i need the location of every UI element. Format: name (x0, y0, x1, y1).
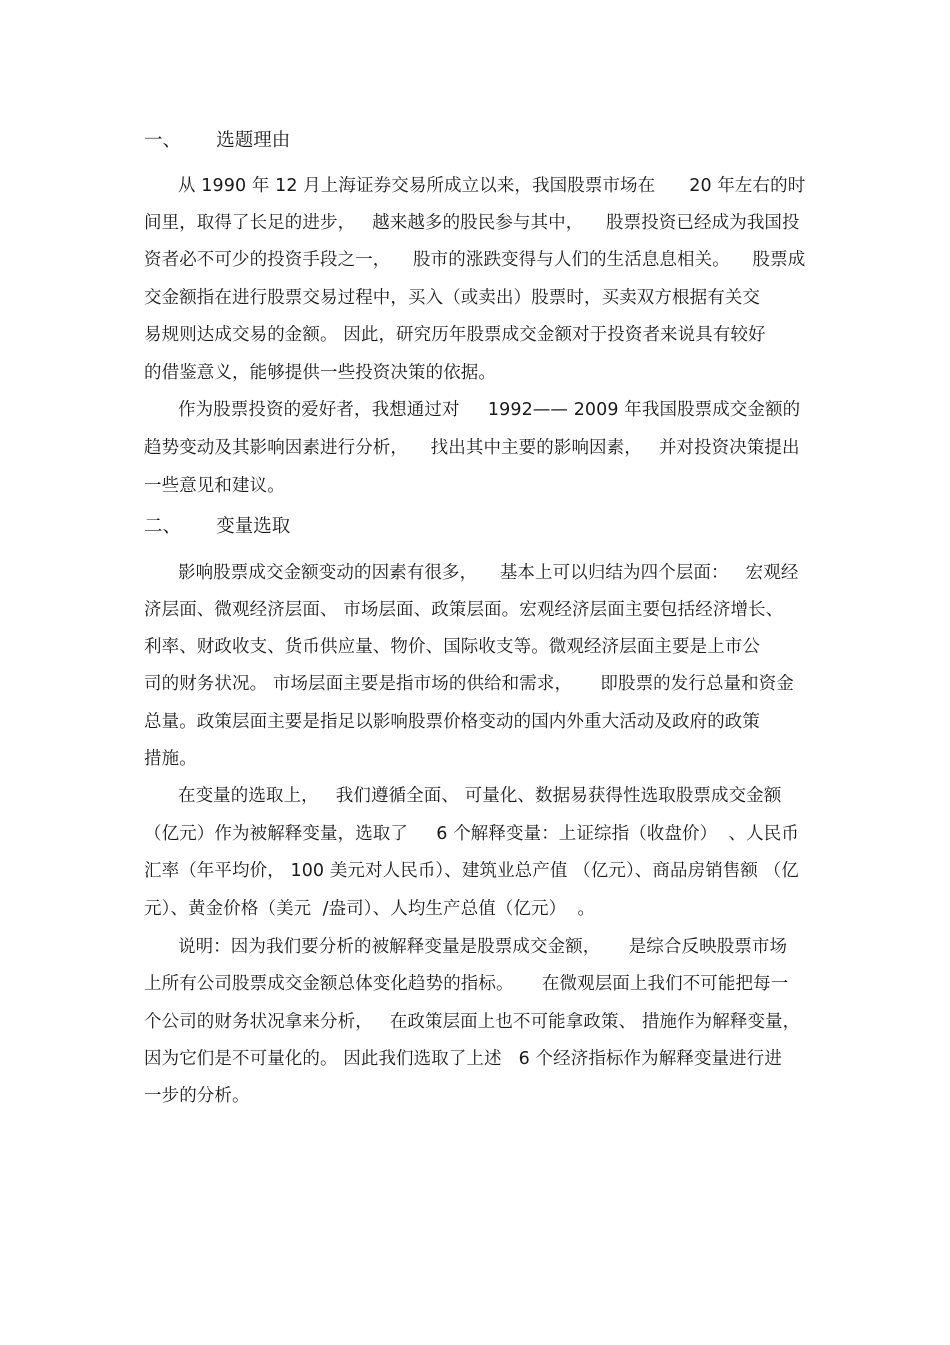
paragraph-line: 一些意见和建议。 (144, 476, 285, 496)
paragraph-line: 措施。 (144, 749, 197, 769)
paragraph-line: 司的财务状况。 市场层面主要是指市场的供给和需求， 即股票的发行总量和资金 (144, 674, 794, 694)
paragraph-line: 上所有公司股票成交金额总体变化趋势的指标。 在微观层面上我们不可能把每一 (144, 974, 789, 994)
paragraph-line: 一步的分析。 (144, 1086, 250, 1106)
paragraph-line: 作为股票投资的爱好者，我想通过对 1992—— 2009 年我国股票成交金额的 (144, 400, 801, 420)
section-heading-1: 一、 选题理由 (144, 130, 291, 151)
paragraph-line: 交金额指在进行股票交易过程中，买入（或卖出）股票时，买卖双方根据有关交 (144, 288, 760, 308)
paragraph-line: 间里，取得了长足的进步， 越来越多的股民参与其中， 股票投资已经成为我国投 (144, 213, 800, 233)
paragraph-line: 因为它们是不可量化的。 因此我们选取了上述 6 个经济指标作为解释变量进行进 (144, 1049, 782, 1069)
paragraph-line: 影响股票成交金额变动的因素有很多， 基本上可以归结为四个层面： 宏观经 (144, 563, 799, 583)
paragraph-line: 利率、财政收支、货币供应量、物价、国际收支等。微观经济层面主要是上市公 (144, 637, 760, 657)
paragraph-line: 的借鉴意义，能够提供一些投资决策的依据。 (144, 363, 496, 383)
section-heading-2: 二、 变量选取 (144, 516, 291, 537)
paragraph-line: 资者必不可少的投资手段之一， 股市的涨跌变得与人们的生活息息相关。 股票成 (144, 250, 806, 270)
paragraph-line: 个公司的财务状况拿来分析， 在政策层面上也不可能拿政策、 措施作为解释变量， (144, 1012, 801, 1032)
paragraph-line: 在变量的选取上， 我们遵循全面、 可量化、数据易获得性选取股票成交金额 (144, 786, 782, 806)
paragraph-line: 汇率（年平均价， 100 美元对人民币）、建筑业总产值 （亿元）、商品房销售额 （亿 (144, 861, 799, 881)
paragraph-line: 易规则达成交易的金额。 因此，研究历年股票成交金额对于投资者来说具有较好 (144, 325, 766, 345)
paragraph-line: 趋势变动及其影响因素进行分析， 找出其中主要的影响因素， 并对投资决策提出 (144, 438, 800, 458)
paragraph-line: 总量。政策层面主要是指足以影响股票价格变动的国内外重大活动及政府的政策 (144, 712, 760, 732)
paragraph-line: 元）、黄金价格（美元 /盎司）、人均生产总值（亿元） 。 (144, 899, 596, 919)
paragraph-line: 说明：因为我们要分析的被解释变量是股票成交金额， 是综合反映股票市场 (144, 937, 788, 957)
paragraph-line: （亿元）作为被解释变量，选取了 6 个解释变量：上证综指（收盘价） 、人民币 (144, 824, 799, 844)
paragraph-line: 济层面、微观经济层面、 市场层面、政策层面。宏观经济层面主要包括经济增长、 (144, 600, 784, 620)
paragraph-line: 从 1990 年 12 月上海证券交易所成立以来，我国股票市场在 20 年左右的时 (144, 176, 806, 196)
